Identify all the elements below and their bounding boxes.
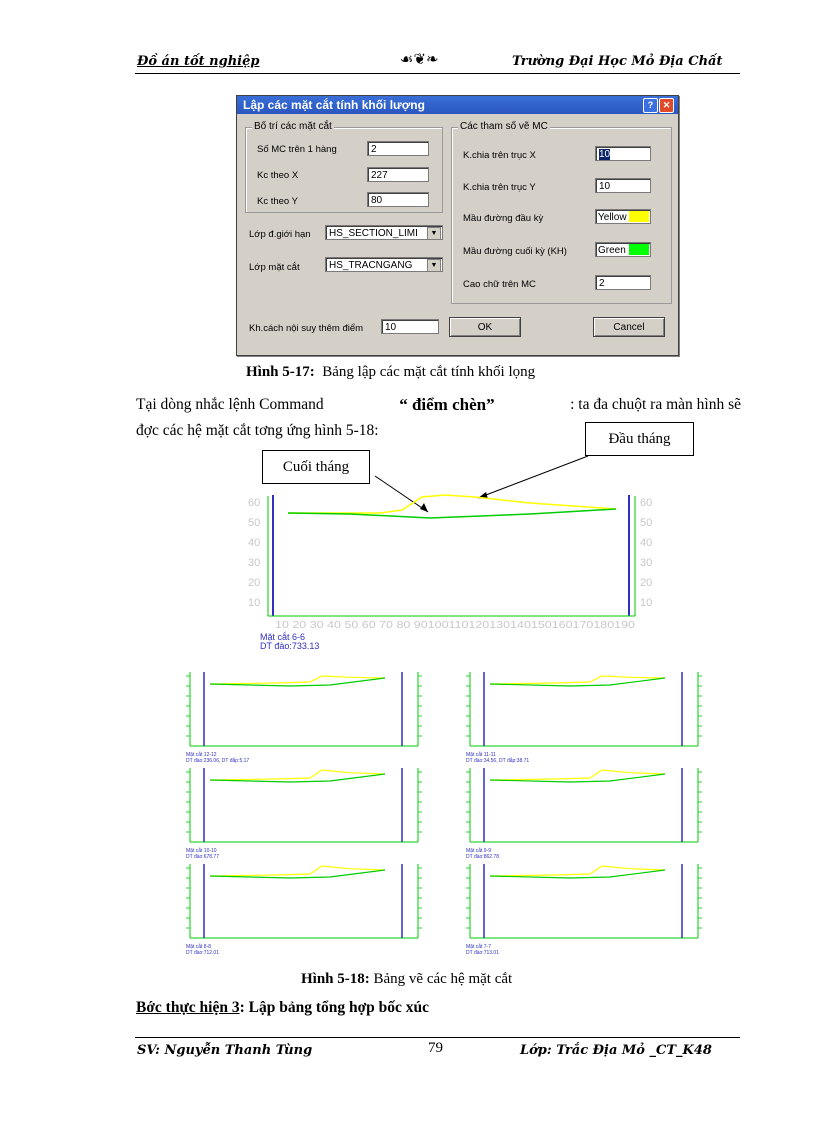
chevron-down-icon[interactable]: ▼ <box>427 227 441 240</box>
y-tick: 10 <box>248 597 261 609</box>
panel-start-line <box>490 866 665 876</box>
section-panel <box>186 864 422 956</box>
step-heading <box>136 999 429 1017</box>
sections-per-row-input[interactable]: 2 <box>367 141 429 156</box>
help-button[interactable]: ? <box>643 98 658 113</box>
spacing-y-label: Kc theo Y <box>257 196 299 207</box>
start-month-line <box>288 495 616 513</box>
x-division-input[interactable] <box>595 146 651 161</box>
figure-17-number: Hình 5-17: <box>246 364 315 380</box>
panel-section-area: DT đào:34.56, DT đắp:38.71 <box>466 758 530 764</box>
figure-17-caption <box>246 364 535 381</box>
panel-start-line <box>210 866 385 876</box>
panel-section-area: DT đào:713.01 <box>466 950 499 956</box>
y-tick-labels-right <box>640 497 652 609</box>
section-name-label: Mặt cắt 6-6 <box>260 632 306 642</box>
panel-start-line <box>490 770 665 780</box>
paragraph-line-2: đợc các hệ mặt cắt tơng ứng hình 5-18: <box>136 422 379 439</box>
x-division-value: 10 <box>599 149 611 160</box>
y-tick: 60 <box>640 497 653 509</box>
ok-button[interactable]: OK <box>449 317 521 337</box>
panel-section-name: Mặt cắt 9-9 <box>466 848 492 854</box>
header-ornament: ☙❦❧ <box>400 50 439 68</box>
y-tick-labels-left <box>248 497 260 609</box>
panel-section-area: DT đào:862.78 <box>466 854 499 860</box>
section-layer-value: HS_TRACNGANG <box>329 260 413 271</box>
step-text: : Lập bảng tổng hợp bốc xúc <box>239 999 430 1016</box>
y-tick: 10 <box>640 597 653 609</box>
figure-18-caption <box>301 971 512 988</box>
sections-per-row-label: Số MC trên 1 hàng <box>257 144 337 155</box>
spacing-x-label: Kc theo X <box>257 170 299 181</box>
y-tick: 50 <box>640 517 653 529</box>
footer-rule <box>135 1037 740 1038</box>
section-panel <box>186 672 422 764</box>
paragraph-quote: “ điểm chèn” <box>399 395 495 414</box>
panel-section-name: Mặt cắt 8-8 <box>186 944 212 950</box>
end-line-color-swatch <box>629 244 649 255</box>
start-line-color-label: Mầu đường đầu kỳ <box>463 213 544 224</box>
y-tick: 40 <box>248 537 261 549</box>
end-line-color-text: Green <box>598 245 626 256</box>
interpolation-input[interactable]: 10 <box>381 319 439 334</box>
section-layer-label: Lớp mặt cắt <box>249 262 300 273</box>
panel-section-name: Mặt cắt 10-10 <box>186 848 217 854</box>
boundary-layer-label: Lớp đ.giới hạn <box>249 229 311 240</box>
callout-leader-start <box>478 456 588 498</box>
section-panel <box>186 768 422 860</box>
y-tick: 60 <box>248 497 261 509</box>
dialog-title: Lập các mặt cắt tính khối lượng <box>243 98 425 112</box>
y-tick: 20 <box>640 577 653 589</box>
chevron-down-icon[interactable]: ▼ <box>427 259 441 272</box>
section-area-label: DT đào:733.13 <box>260 641 320 651</box>
text-height-input[interactable]: 2 <box>595 275 651 290</box>
start-month-callout: Đầu tháng <box>585 422 694 456</box>
cancel-button[interactable]: Cancel <box>593 317 665 337</box>
boundary-layer-value: HS_SECTION_LIMI <box>329 228 418 239</box>
dialog-titlebar[interactable] <box>237 96 678 114</box>
callout-arrow-end <box>420 503 428 512</box>
panel-start-line <box>210 676 385 684</box>
header-rule <box>135 73 740 74</box>
callout-leader-end <box>375 476 428 512</box>
y-tick: 50 <box>248 517 261 529</box>
panel-start-line <box>210 770 385 780</box>
small-sections-grid <box>180 668 720 960</box>
section-panel <box>466 672 702 764</box>
y-tick: 20 <box>248 577 261 589</box>
paragraph-part-2: : ta đa chuột ra màn hình sẽ <box>570 396 741 413</box>
figure-17-text: Bảng lập các mặt cắt tính khối lọng <box>322 364 536 380</box>
x-division-label: K.chia trên trục X <box>463 150 536 161</box>
footer-right: Lớp: Trắc Địa Mỏ _CT_K48 <box>520 1043 712 1058</box>
end-line-color-picker[interactable] <box>595 242 651 257</box>
step-label: Bớc thực hiện 3 <box>136 999 240 1016</box>
panel-section-name: Mặt cắt 12-12 <box>186 752 217 758</box>
dialog-window <box>236 95 679 356</box>
paragraph-part-1: Tại dòng nhắc lệnh Command <box>136 396 324 413</box>
y-division-label: K.chia trên trục Y <box>463 182 536 193</box>
panel-section-area: DT đào:678.77 <box>186 854 219 860</box>
drawing-params-group-title: Các tham số vẽ MC <box>460 121 548 132</box>
figure-18-text: Bảng vẽ các hệ mặt cắt <box>373 971 513 987</box>
x-tick-labels: 10 20 30 40 50 60 70 80 90100110120130140150160170180190 <box>275 619 636 631</box>
start-line-color-picker[interactable] <box>595 209 651 224</box>
section-panel <box>466 768 702 860</box>
panel-section-name: Mặt cắt 7-7 <box>466 944 492 950</box>
footer-page-number: 79 <box>428 1040 443 1056</box>
section-layer-select[interactable] <box>325 257 443 272</box>
header-left: Đồ án tốt nghiệp <box>137 54 260 69</box>
spacing-x-input[interactable]: 227 <box>367 167 429 182</box>
footer-left: SV: Nguyễn Thanh Tùng <box>137 1043 313 1058</box>
y-tick: 30 <box>248 557 261 569</box>
y-division-input[interactable]: 10 <box>595 178 651 193</box>
panel-start-line <box>490 676 665 684</box>
interpolation-label: Kh.cách nội suy thêm điểm <box>249 323 364 334</box>
end-line-color-label: Mầu đường cuối kỳ (KH) <box>463 246 567 257</box>
panel-section-area: DT đào:712.01 <box>186 950 219 956</box>
spacing-y-input[interactable]: 80 <box>367 192 429 207</box>
start-line-color-swatch <box>629 211 649 222</box>
panel-section-area: DT đào:236.06, DT đắp:5.17 <box>186 758 250 764</box>
figure-18-number: Hình 5-18: <box>301 971 370 987</box>
close-button[interactable]: ✕ <box>659 98 674 113</box>
y-tick: 40 <box>640 537 653 549</box>
y-tick: 30 <box>640 557 653 569</box>
end-month-line <box>288 509 616 518</box>
layout-group-title: Bố trí các mặt cắt <box>254 121 332 132</box>
main-section-drawing <box>230 440 670 660</box>
boundary-layer-select[interactable] <box>325 225 443 240</box>
small-sections <box>186 672 702 956</box>
section-panel <box>466 864 702 956</box>
paragraph-line-1 <box>136 392 741 418</box>
end-month-callout: Cuối tháng <box>262 450 370 484</box>
text-height-label: Cao chữ trên MC <box>463 279 536 290</box>
header-right: Trường Đại Học Mỏ Địa Chất <box>512 54 723 69</box>
panel-section-name: Mặt cắt 11-11 <box>466 752 496 758</box>
start-line-color-text: Yellow <box>598 212 627 223</box>
